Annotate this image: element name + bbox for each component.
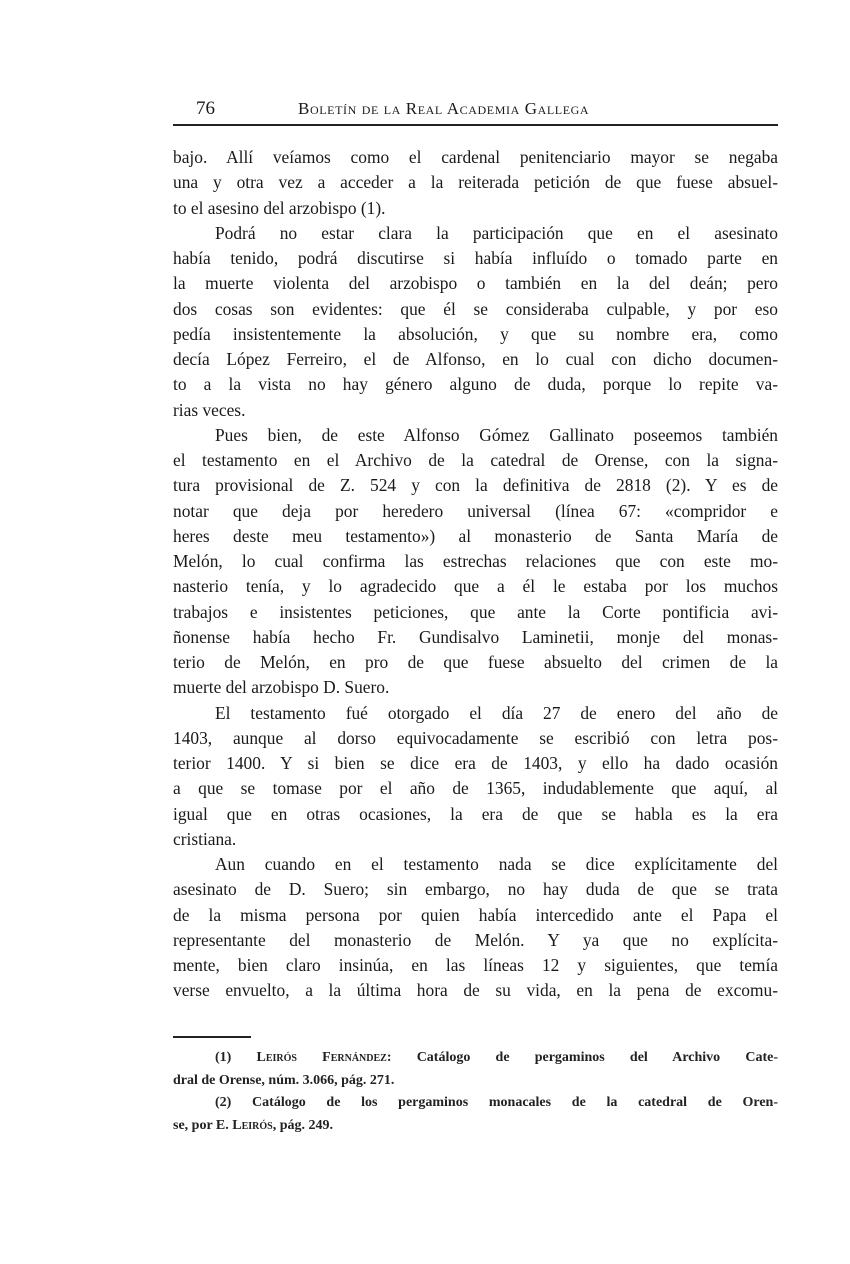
text-line: mente, bien claro insinúa, en las líneas 12 y siguientes, que temía — [173, 955, 778, 975]
footnote-1-line-1 — [173, 1047, 778, 1070]
text-line: bajo. Allí veíamos como el cardenal penitenciario mayor se negaba — [173, 147, 778, 167]
footnote-1-line-2: dral de Orense, núm. 3.066, pág. 271. — [173, 1072, 395, 1088]
text-line: Aun cuando en el testamento nada se dice explícitamente del — [215, 854, 778, 874]
text-line: la muerte violenta del arzobispo o también en la del deán; pero — [173, 273, 778, 294]
header-rule — [173, 124, 778, 126]
text-line: tura provisional de Z. 524 y con la definitiva de 2818 (2). Y es de — [173, 475, 778, 496]
text-line: heres deste meu testamento») al monasterio de Santa María de — [173, 525, 778, 546]
footnote-2-line-1 — [173, 1092, 778, 1115]
footnote-text: : Catálogo de pergaminos del Archivo Cate- — [386, 1050, 778, 1065]
footnote-author: Leirós — [232, 1117, 273, 1133]
footnote-rule — [173, 1036, 251, 1038]
text-line: asesinato de D. Suero; sin embargo, no hay duda de que se trata — [173, 879, 778, 900]
text-line: notar que deja por heredero universal (línea 67: «compridor e — [173, 500, 778, 521]
text-line: trabajos e insistentes peticiones, que ante la Corte pontificia avi- — [173, 601, 778, 622]
text-line: ñonense había hecho Fr. Gundisalvo Laminetii, monje del monas- — [173, 626, 778, 647]
page-number: 76 — [196, 98, 215, 119]
text-line: Podrá no estar clara la participación que en el asesinato — [215, 222, 778, 243]
text-line: El testamento fué otorgado el día 27 de enero del año de — [215, 702, 778, 723]
running-title: Boletín de la Real Academia Gallega — [298, 99, 590, 118]
text-line: decía López Ferreiro, el de Alfonso, en lo cual con dicho documen- — [173, 349, 778, 369]
footnotes — [173, 1047, 778, 1137]
text-line: rias veces. — [173, 399, 246, 420]
text-line: to a la vista no hay género alguno de duda, porque lo repite va- — [173, 374, 778, 395]
text-line: 1403, aunque al dorso equivocadamente se escribió con letra pos- — [173, 727, 778, 748]
footnote-marker: (2) — [215, 1095, 232, 1110]
text-line: pedía insistentemente la absolución, y que su nombre era, como — [173, 323, 778, 344]
text-line: dos cosas son evidentes: que él se consideraba culpable, y por eso — [173, 298, 778, 319]
text-line: una y otra vez a acceder a la reiterada petición de que fuese absuel- — [173, 172, 778, 193]
text-line: nasterio tenía, y lo agradecido que a él le estaba por los muchos — [173, 576, 778, 597]
text-line: muerte del arzobispo D. Suero. — [173, 677, 390, 698]
text-line: el testamento en el Archivo de la catedral de Orense, con la signa- — [173, 450, 778, 470]
text-line: terior 1400. Y si bien se dice era de 1403, y ello ha dado ocasión — [173, 753, 778, 773]
text-line: Melón, lo cual confirma las estrechas relaciones que con este mo- — [173, 551, 778, 571]
body-text — [173, 145, 778, 1004]
text-line: igual que en otras ocasiones, la era de que se habla es la era — [173, 803, 778, 824]
text-line: to el asesino del arzobispo (1). — [173, 197, 386, 218]
footnote-2-line-2 — [173, 1115, 778, 1138]
footnote-marker: (1) — [215, 1050, 232, 1065]
footnote-text: Catálogo de los pergaminos monacales de la catedral de Oren- — [252, 1095, 778, 1110]
text-line: terio de Melón, en pro de que fuese absuelto del crimen de la — [173, 652, 778, 672]
text-line: Pues bien, de este Alfonso Gómez Gallinato poseemos también — [215, 424, 778, 445]
text-line: a que se tomase por el año de 1365, indudablemente que aquí, al — [173, 778, 778, 799]
text-line: había tenido, podrá discutirse si había influído o tomado parte en — [173, 248, 778, 268]
text-line: de la misma persona por quien había intercedido ante el Papa el — [173, 904, 778, 925]
footnote-author: Leirós Fernández — [256, 1050, 387, 1065]
footnote-text: se, por E. — [173, 1117, 233, 1133]
text-line: representante del monasterio de Melón. Y ya que no explícita- — [173, 929, 778, 950]
footnote-text: , pág. 249. — [272, 1117, 334, 1133]
text-line: verse envuelto, a la última hora de su vida, en la pena de excomu- — [173, 980, 778, 1001]
text-line: cristiana. — [173, 828, 237, 849]
